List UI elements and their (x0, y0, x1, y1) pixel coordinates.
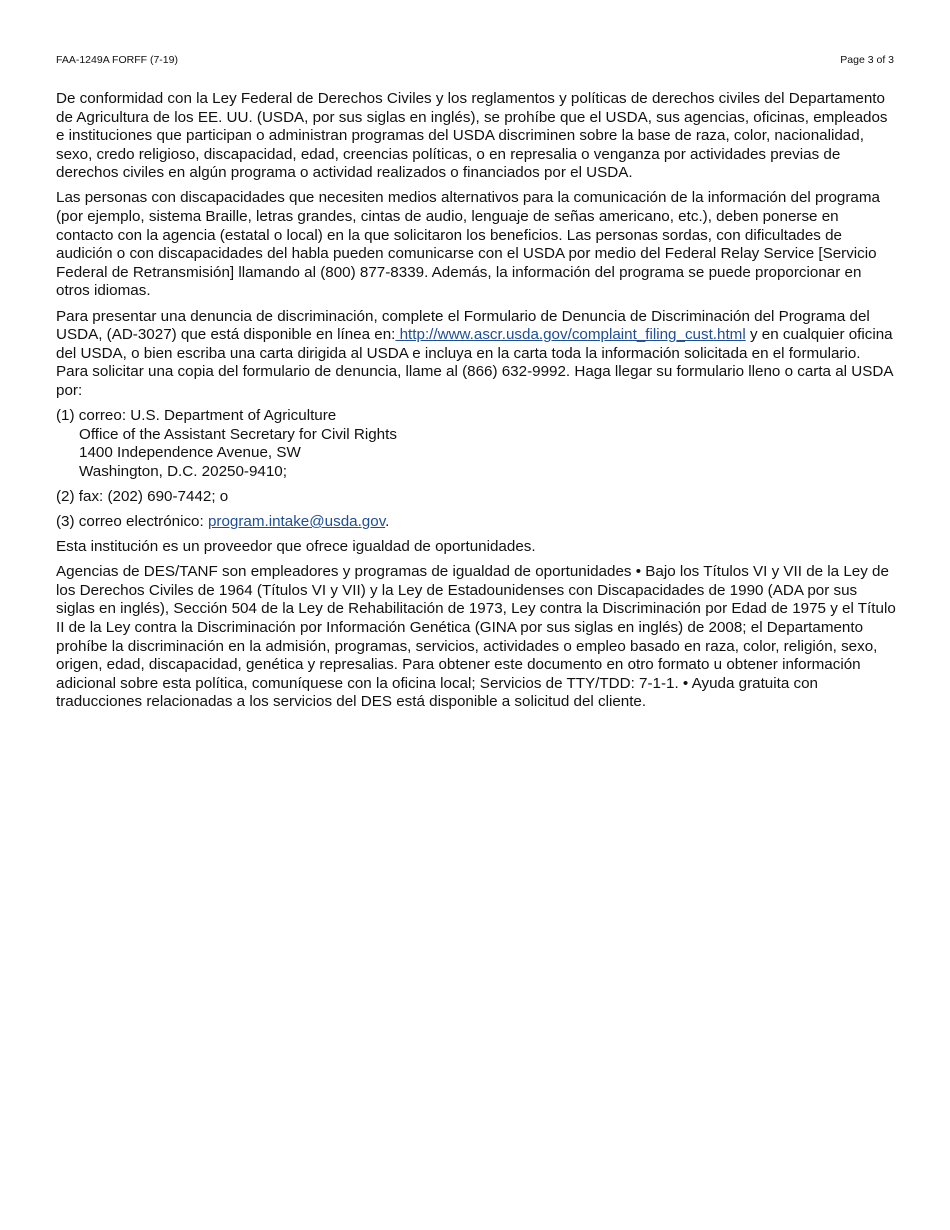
des-tanf-paragraph: Agencias de DES/TANF son empleadores y programas de igualdad de oportunidades • Bajo los Títulos VI y VII de la Ley de los Derechos Civiles de 1964 (Títulos VI y VII) y la Ley de Estadounidenses con Discapacidades de 1990 (ADA por sus siglas en inglés), Sección 504 de la Ley de Rehabilitación de 1973, Ley contra la Discriminación por Edad de 1975 y el Título II de la Ley contra la Discriminación por Información Genética (GINA por sus siglas en inglés) de 2008; el Departamento prohíbe la discriminación en la admisión, programas, servicios, actividades o empleo basado en raza, color, religión, sexo, origen, edad, discapacidad, genética y represalias. Para obtener este documento en otro formato u obtener información adicional sobre esta política, comuníquese con la oficina local; Servicios de TTY/TDD: 7-1-1. • Ayuda gratuita con traducciones relacionadas a los servicios del DES está disponible a solicitud del cliente. (56, 563, 896, 711)
page-header (56, 54, 894, 67)
mail-line-1: (1) correo: U.S. Department of Agriculture (56, 407, 337, 424)
email-line (56, 513, 896, 532)
mail-line-2: Office of the Assistant Secretary for Civil Rights (79, 425, 397, 443)
page-number: Page 3 of 3 (840, 54, 894, 66)
nondiscrimination-paragraph: De conformidad con la Ley Federal de Derechos Civiles y los reglamentos y políticas de derechos civiles del Departamento de Agricultura de los EE. UU. (USDA, por sus siglas en inglés), se prohíbe que el USDA, sus agencias, oficinas, empleados e instituciones que participan o administran programas del USDA discriminen sobre la base de raza, color, nacionalidad, sexo, credo religioso, discapacidad, edad, creencias políticas, o en represalia o venganza por actividades previas de derechos civiles en algún programa o actividad realizados o financiados por el USDA. (56, 90, 888, 182)
form-id: FAA-1249A FORFF (7-19) (56, 54, 178, 66)
complaint-form-link[interactable]: http://www.ascr.usda.gov/complaint_filing_cust.html (395, 326, 746, 344)
fax-line: (2) fax: (202) 690-7442; o (56, 487, 229, 505)
complaint-paragraph (56, 308, 896, 401)
email-prefix: (3) correo electrónico: (56, 512, 208, 530)
complaint-text-after: y en cualquier oficina del USDA, o bien escriba una carta dirigida al USDA e incluya en la carta toda la información solicitada en el formulario. Para solicitar una copia del formulario de denuncia, llame al (866) 632-9992. Haga llegar su formulario lleno o carta al USDA por: (56, 326, 893, 399)
equal-opportunity-statement: Esta institución es un proveedor que ofrece igualdad de oportunidades. (56, 538, 536, 556)
mail-address-block (56, 407, 896, 481)
mail-line-4: Washington, D.C. 20250-9410; (79, 462, 287, 480)
disabilities-paragraph: Las personas con discapacidades que necesiten medios alternativos para la comunicación de la información del programa (por ejemplo, sistema Braille, letras grandes, cintas de audio, lenguaje de señas americano, etc.), deben ponerse en contacto con la agencia (estatal o local) en la que solicitaron los beneficios. Las personas sordas, con dificultades de audición o con discapacidades del habla pueden comunicarse con el USDA por medio del Federal Relay Service [Servicio Federal de Retransmisión] llamando al (800) 877-8339. Además, la información del programa se puede proporcionar en otros idiomas. (56, 189, 880, 300)
mail-line-3: 1400 Independence Avenue, SW (79, 444, 301, 462)
email-link[interactable]: program.intake@usda.gov (207, 512, 386, 530)
complaint-text-before: Para presentar una denuncia de discriminación, complete el Formulario de Denuncia de Discriminación del Programa del USDA, (AD-3027) que está disponible en línea en: (56, 307, 870, 344)
email-suffix: . (385, 512, 390, 530)
document-body (56, 90, 896, 718)
